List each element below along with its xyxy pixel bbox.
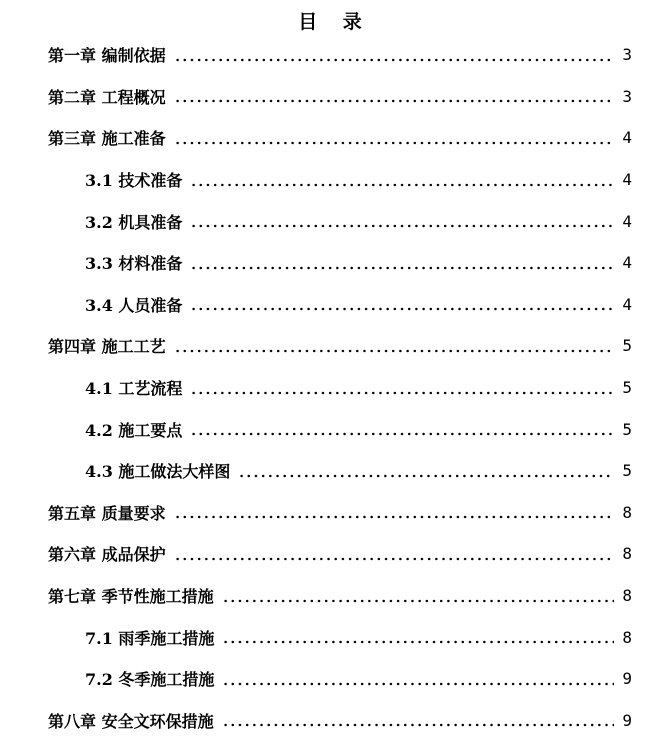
dot-leader	[190, 432, 614, 436]
dot-leader	[238, 474, 614, 478]
dot-leader	[190, 266, 614, 270]
toc-entry-page-number: 4	[622, 253, 632, 273]
toc-entry[interactable]	[48, 575, 632, 617]
dot-leader	[190, 224, 614, 228]
toc-entry-label: 第一章 编制依据	[48, 46, 166, 66]
toc-entry[interactable]	[48, 492, 632, 534]
dot-leader	[222, 599, 614, 603]
toc-entry-label: 3.3 材料准备	[85, 254, 183, 274]
toc-entry[interactable]	[48, 200, 632, 242]
toc-entry[interactable]	[48, 34, 632, 76]
toc-entry-label: 3.2 机具准备	[85, 212, 183, 232]
toc-entry-label: 第八章 安全文环保措施	[48, 711, 214, 731]
toc-entry-label: 4.3 施工做法大样图	[85, 462, 231, 482]
toc-entry-page-number: 4	[622, 170, 632, 190]
dot-leader	[174, 141, 614, 145]
toc-entry-label: 第七章 季节性施工措施	[48, 587, 214, 607]
toc-entry[interactable]	[48, 658, 632, 700]
toc-entry-label: 第二章 工程概况	[48, 87, 166, 107]
table-of-contents	[48, 34, 632, 741]
toc-entry-label: 第三章 施工准备	[48, 129, 166, 149]
toc-entry-label: 第四章 施工工艺	[48, 337, 166, 357]
toc-entry-page-number: 9	[622, 669, 632, 689]
dot-leader	[174, 557, 614, 561]
toc-entry[interactable]	[48, 367, 632, 409]
toc-entry-page-number: 8	[622, 627, 632, 647]
dot-leader	[222, 640, 614, 644]
toc-entry-page-number: 3	[622, 45, 632, 65]
toc-entry-page-number: 8	[622, 586, 632, 606]
toc-entry-label: 7.1 雨季施工措施	[85, 628, 215, 648]
toc-entry[interactable]	[48, 242, 632, 284]
toc-entry[interactable]	[48, 533, 632, 575]
dot-leader	[222, 682, 614, 686]
toc-entry[interactable]	[48, 117, 632, 159]
toc-entry[interactable]	[48, 450, 632, 492]
toc-entry-page-number: 3	[622, 86, 632, 106]
dot-leader	[174, 349, 614, 353]
toc-entry[interactable]	[48, 408, 632, 450]
page-title: 目 录	[298, 11, 372, 33]
toc-entry-label: 7.2 冬季施工措施	[85, 670, 215, 690]
dot-leader	[174, 99, 614, 103]
toc-entry-label: 4.1 工艺流程	[85, 379, 183, 399]
toc-entry[interactable]	[48, 284, 632, 326]
toc-entry-page-number: 5	[622, 378, 632, 398]
toc-entry-page-number: 4	[622, 128, 632, 148]
toc-entry-page-number: 5	[622, 336, 632, 356]
toc-entry-label: 3.4 人员准备	[85, 295, 183, 315]
toc-entry-label: 3.1 技术准备	[85, 171, 183, 191]
toc-entry-page-number: 4	[622, 211, 632, 231]
toc-entry-page-number: 4	[622, 294, 632, 314]
toc-entry-page-number: 5	[622, 461, 632, 481]
toc-entry[interactable]	[48, 700, 632, 742]
toc-entry[interactable]	[48, 325, 632, 367]
dot-leader	[174, 515, 614, 519]
dot-leader	[190, 391, 614, 395]
toc-entry-page-number: 8	[622, 502, 632, 522]
dot-leader	[222, 723, 614, 727]
toc-entry-page-number: 8	[622, 544, 632, 564]
toc-entry-page-number: 9	[622, 710, 632, 730]
toc-entry-label: 4.2 施工要点	[85, 420, 183, 440]
toc-entry-label: 第六章 成品保护	[48, 545, 166, 565]
toc-entry-page-number: 5	[622, 419, 632, 439]
toc-entry[interactable]	[48, 159, 632, 201]
toc-entry[interactable]	[48, 616, 632, 658]
dot-leader	[190, 183, 614, 187]
dot-leader	[174, 58, 614, 62]
toc-entry-label: 第五章 质量要求	[48, 503, 166, 523]
toc-entry[interactable]	[48, 76, 632, 118]
dot-leader	[190, 307, 614, 311]
